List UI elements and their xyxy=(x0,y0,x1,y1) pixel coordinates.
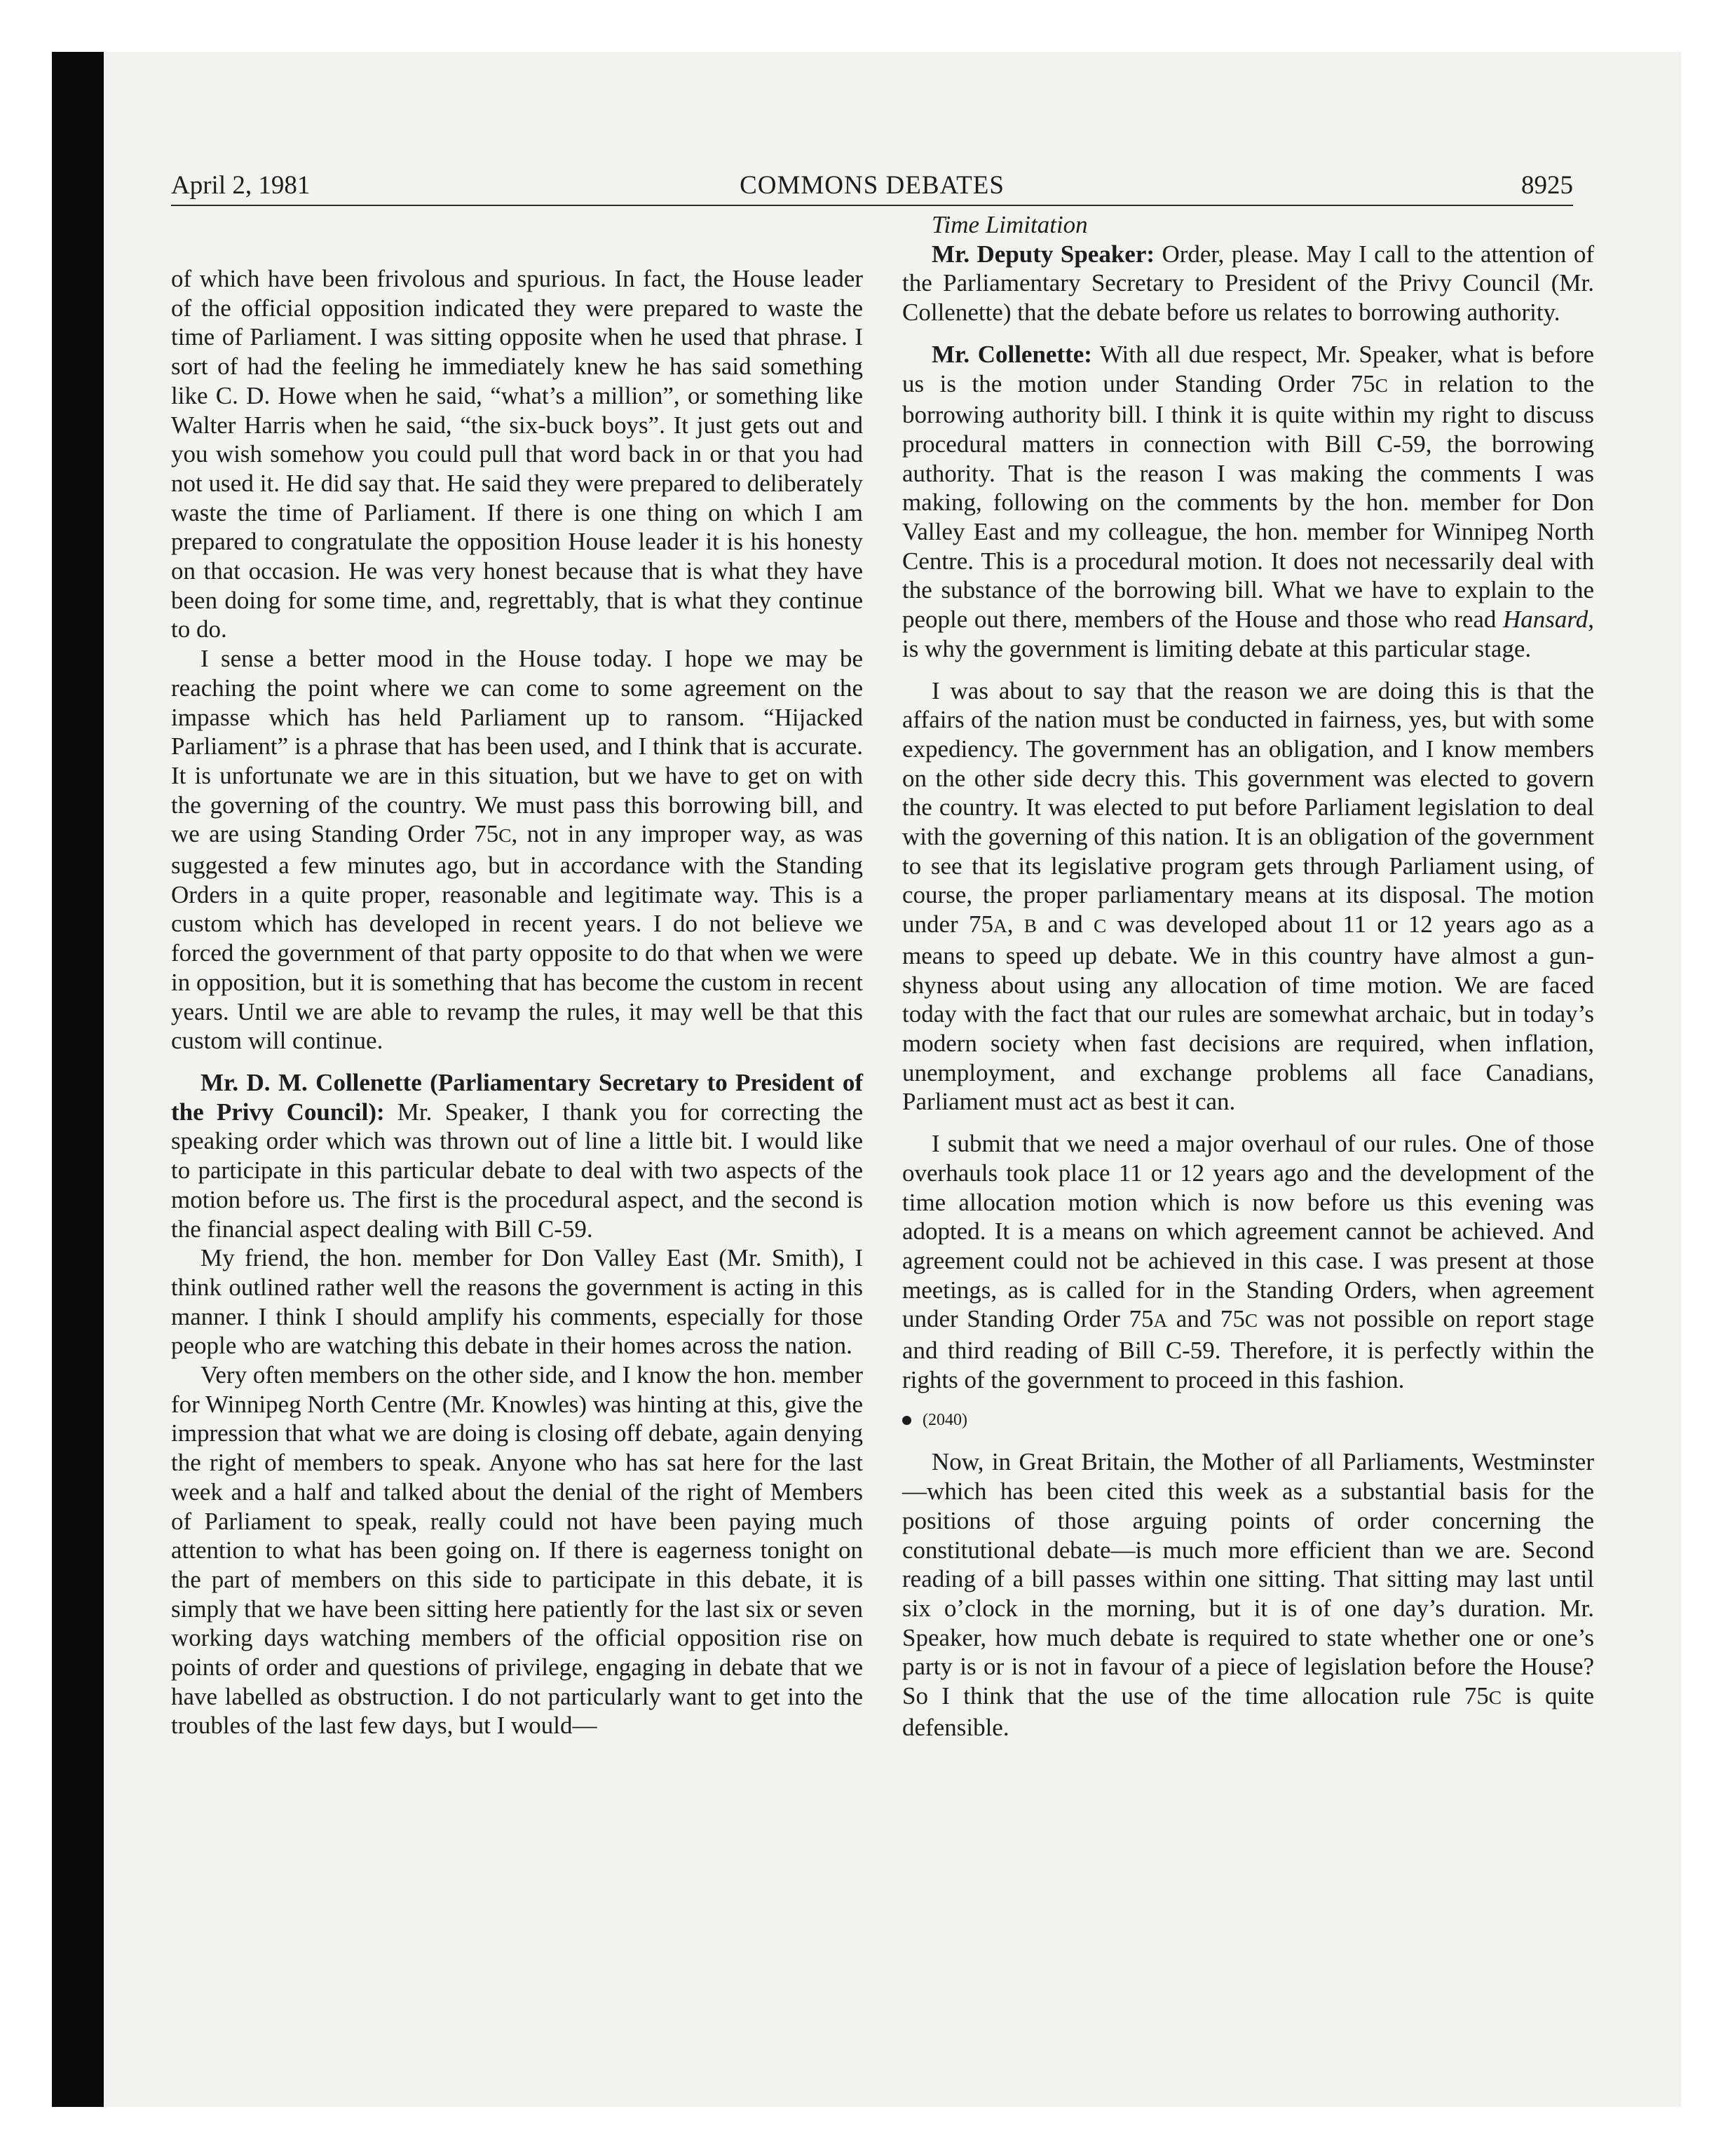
text-run: in relation to the borrowing authority bill. I think it is quite within my right to discuss procedural matters in connection with Bill C-59, the borrowing authority. That is the reason I was making the comments I was making, following on the comments by the hon. member for Don Valley East and my colleague, the hon. member for Winnipeg North Centre. This is a procedural motion. It does not necessarily deal with the substance of the borrowing bill. What we have to explain to the people out there, members of the House and those who read xyxy=(902,369,1595,634)
text-run: , xyxy=(1007,910,1024,939)
text-run: I submit that we need a major overhaul of our rules. One of those overhauls took place 11 or 12 years ago and the development of the time allocation motion which is now before us this evening was adopted. It is a means on which agreement cannot be achieved. And agreement could not be achieved in this case. I was present at those meetings, as is called for in the Standing Orders, when agreement under Standing Order 75 xyxy=(902,1130,1594,1333)
speaker-name: Mr. Collenette: xyxy=(932,340,1092,368)
paragraph xyxy=(171,644,863,1056)
paragraph: of which have been frivolous and spurious. In fact, the House leader of the official opposition indicated they were prepared to waste the time of Parliament. I was sitting opposite when he used that phrase. I sort of had the feeling he immediately knew he has said something like C. D. Howe when he said, “what’s a million”, or something like Walter Harris when he said, “the six-buck boys”. It just gets out and you wish somehow you could pull that word back in or that you had not used it. He did say that. He said they were prepared to deliberately waste the time of Parliament. If there is one thing on which I am prepared to congratulate the opposition House leader it is his honesty on that occasion. He was very honest because that is what they have been doing for some time, and, regrettably, that is what they continue to do. xyxy=(171,265,863,643)
text-run: is quite defensible. xyxy=(902,1682,1594,1741)
italic-text: Hansard xyxy=(1503,606,1588,634)
small-caps-letter: C xyxy=(498,825,512,847)
text-run: was not possible on report stage and third reading of Bill C-59. Therefore, it is perfectly within the rights of the government to proceed in this fashion. xyxy=(902,1305,1594,1393)
small-caps-letter: C xyxy=(1488,1687,1502,1709)
paragraph xyxy=(171,1068,863,1243)
section-subheading: Time Limitation xyxy=(932,211,1088,238)
small-caps-letter: B xyxy=(1023,915,1037,937)
page-header xyxy=(171,167,1573,206)
time-marker xyxy=(902,1410,1594,1431)
paragraph xyxy=(902,340,1594,664)
paragraph xyxy=(902,240,1594,327)
text-run: I sense a better mood in the House today. I hope we may be reaching the point where we can come to some agreement on the impasse which has held Parliament up to ransom. “Hijacked Parliament” is a phrase that has been used, and I think that is accurate. It is unfortunate we are in this situation, but we have to get on with the governing of the country. We must pass this borrowing bill, and we are using Standing Order 75 xyxy=(171,645,863,848)
text-run: and xyxy=(1036,910,1094,939)
paragraph xyxy=(902,1447,1594,1742)
text-run: and 75 xyxy=(1167,1305,1245,1333)
text-run: Order, please. May I call to the attention of the Parliamentary Secretary to President of the Privy Council (Mr. Collenette) that the debate before us relates to borrowing authority. xyxy=(902,240,1594,327)
paragraph: Very often members on the other side, and I know the hon. member for Winnipeg North Centre (Mr. Knowles) was hinting at this, give the impression that what we are doing is closing off debate, again denying the right of members to speak. Anyone who has sat here for the last week and a half and talked about the denial of the right of Members of Parliament to speak, really could not have been paying much attention to what has been going on. If there is eagerness tonight on the part of members on this side to participate in this debate, it is simply that we have been sitting here patiently for the last six or seven working days watching members of the official opposition rise on points of order and questions of privilege, engaging in debate that we have labelled as obstruction. I do not particularly want to get into the troubles of the last few days, but I would— xyxy=(171,1361,863,1740)
text-run: , not in any improper way, as was suggested a few minutes ago, but in accordance with the Standing Orders in a quite proper, reasonable and legitimate way. This is a custom which has developed in recent years. I do not believe we forced the government of that party opposite to do that when we were in opposition, but it is something that has become the custom in recent years. Until we are able to revamp the rules, it may well be that this custom will continue. xyxy=(171,820,863,1055)
speaker-name: Mr. D. M. Collenette (Parliamentary Secretary to President of the Privy Council): xyxy=(171,1068,863,1126)
paragraph xyxy=(902,1129,1594,1394)
paragraph: My friend, the hon. member for Don Valley East (Mr. Smith), I think outlined rather well the reasons the government is acting in this manner. I think I should amplify his comments, especially for those people who are watching this debate in their homes across the nation. xyxy=(171,1244,863,1360)
small-caps-letter: A xyxy=(1153,1310,1168,1332)
time-marker-label: (2040) xyxy=(923,1411,967,1430)
text-run: , is why the government is limiting debate at this particular stage. xyxy=(902,606,1594,662)
small-caps-letter: C xyxy=(1244,1310,1258,1332)
header-page-number: 8925 xyxy=(1521,171,1573,200)
right-column xyxy=(902,210,1594,1742)
paragraph xyxy=(902,676,1594,1117)
text-run: Now, in Great Britain, the Mother of all Parliaments, Westminster—which has been cited this week as a substantial basis for the positions of those arguing points of order concerning the constitutional debate—is much more efficient than we are. Second reading of a bill passes within one sitting. That sitting may last until six o’clock in the morning, but it is of one day’s duration. Mr. Speaker, how much debate is required to state whether one or one’s party is or is not in favour of a piece of legislation before the House? So I think that the use of the time allocation rule 75 xyxy=(902,1448,1594,1710)
small-caps-letter: C xyxy=(1375,374,1388,396)
bullet-icon xyxy=(902,1416,911,1425)
scan-edge xyxy=(52,52,104,2107)
small-caps-letter: C xyxy=(1094,915,1107,937)
left-column xyxy=(171,264,863,1740)
text-run: With all due respect, Mr. Speaker, what is before us is the motion under Standing Order 75 xyxy=(902,340,1595,397)
text-run: was developed about 11 or 12 years ago as a means to speed up debate. We in this country have almost a gun-shyness about using any allocation of time motion. We are faced today with the fact that our rules are somewhat archaic, but in today’s modern society when fast decisions are required, when inflation, unemployment, and exchange problems all face Canadians, Parliament must act as best it can. xyxy=(902,910,1594,1116)
header-date: April 2, 1981 xyxy=(171,171,311,200)
text-run: Mr. Speaker, I thank you for correcting the speaking order which was thrown out of line a little bit. I would like to participate in this particular debate to deal with two aspects of the motion before us. The first is the procedural aspect, and the second is the financial aspect dealing with Bill C-59. xyxy=(171,1098,864,1243)
small-caps-letter: A xyxy=(993,915,1007,937)
text-run: I was about to say that the reason we are doing this is that the affairs of the nation must be conducted in fairness, yes, but with some expediency. The government has an obligation, and I know members on the other side decry this. This government was elected to govern the country. It was elected to put before Parliament legislation to deal with the governing of this nation. It is an obligation of the government to see that its legislative program gets through Parliament using, of course, the proper parliamentary means at its disposal. The motion under 75 xyxy=(902,676,1594,939)
speaker-name: Mr. Deputy Speaker: xyxy=(932,240,1155,268)
header-title: COMMONS DEBATES xyxy=(740,171,1005,200)
